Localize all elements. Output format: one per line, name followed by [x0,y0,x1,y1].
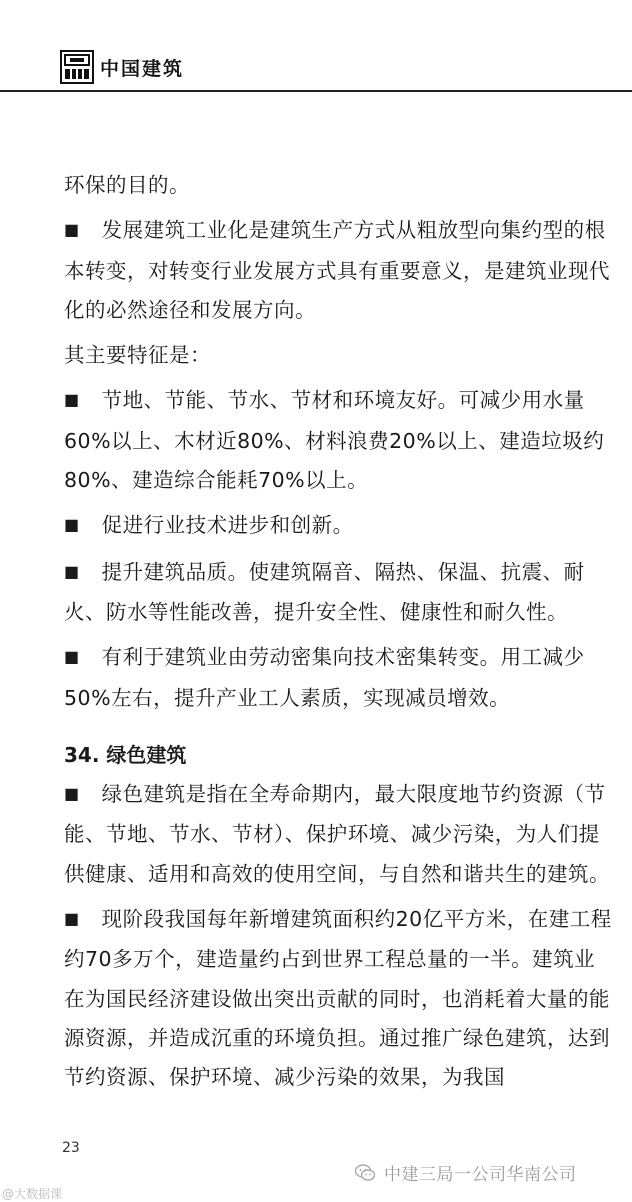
page-body [64,166,612,1098]
bullet-paragraph: ■ 促进行业技术进步和创新。 [64,506,612,546]
paragraph: 环保的目的。 [64,173,190,197]
bullet-paragraph: ■ 发展建筑工业化是建筑生产方式从粗放型向集约型的根本转变，对转变行业发展方式具有重要意义，是建筑业现代化的必然途径和发展方向。 [64,211,612,330]
bullet-paragraph: ■ 现阶段我国每年新增建筑面积约20亿平方米，在建工程约70多万个，建造量约占到世界工程总量的一半。建筑业在为国民经济建设做出突出贡献的同时，也消耗着大量的能源资源，并造成沉重的环境负担。通过推广绿色建筑，达到节约资源、保护环境、减少污染的效果，为我国 [64,900,612,1097]
wechat-icon [354,1162,376,1184]
page-header [0,0,632,100]
small-watermark: @大数据课 [2,1187,63,1201]
section-heading: 34. 绿色建筑 [64,742,187,767]
page-number: 23 [62,1140,80,1156]
bullet-paragraph: ■ 提升建筑品质。使建筑隔音、隔热、保温、抗震、耐火、防水等性能改善，提升安全性、健康性和耐久性。 [64,553,612,633]
cscec-logo-icon [60,50,94,84]
bullet-paragraph: ■ 节地、节能、节水、节材和环境友好。可减少用水量60%以上、木材近80%、材料浪费20%以上、建造垃圾约80%、建造综合能耗70%以上。 [64,381,612,500]
paragraph: 其主要特征是： [64,343,211,368]
logo [60,50,184,84]
bullet-paragraph: ■ 绿色建筑是指在全寿命期内，最大限度地节约资源（节能、节地、节水、节材）、保护环境、减少污染，为人们提供健康、适用和高效的使用空间，与自然和谐共生的建筑。 [64,775,612,894]
page-footer [0,1130,632,1201]
watermark [354,1160,577,1185]
watermark-text: 中建三局一公司华南公司 [384,1165,577,1185]
bullet-paragraph: ■ 有利于建筑业由劳动密集向技术密集转变。用工减少50%左右，提升产业工人素质，实现减员增效。 [64,638,612,718]
logo-text: 中国建筑 [100,57,185,80]
header-divider [0,90,632,92]
